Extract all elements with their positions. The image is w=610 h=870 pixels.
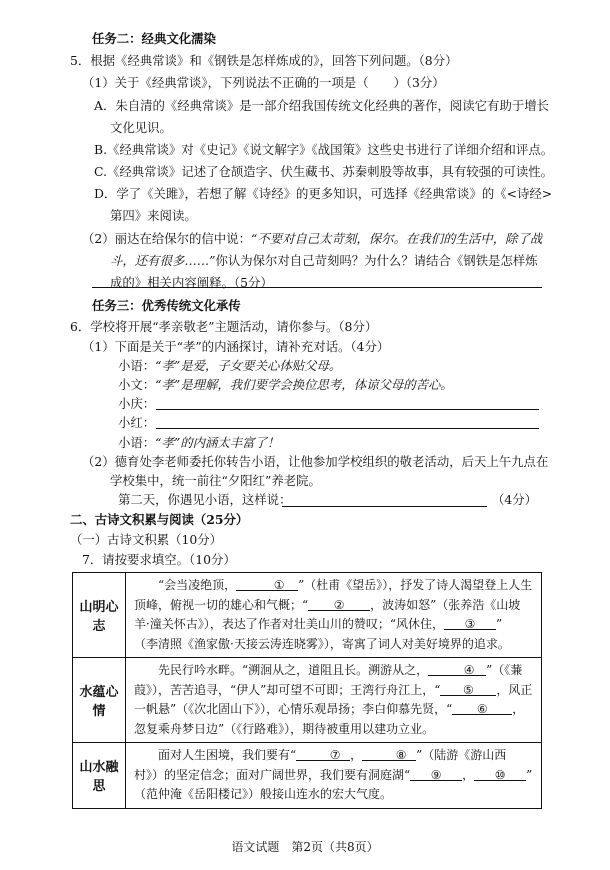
option-a-line1: A．朱自清的《经典常谈》是一部介绍我国传统文化经典的著作，阅读它有助于增长	[94, 98, 550, 113]
row-content-water: 先民行吟水畔。“溯洄从之，道阻且长。溯游从之， ④ ”（《蒹 葭》），苦苦追寻，“伊人”却可望不可即；王湾行舟江上，“ ⑤ ，风正 一帆悬”（《次北固山下》），心情乐观昂扬；李白仰慕先贤，“ ⑥ ， 忽复乘舟梦日边”（《行路难》），期待被重用以建功立业。	[126, 658, 542, 743]
task3-heading: 任务三：优秀传统文化承传	[92, 298, 241, 313]
q6-stem: 6．学校将开展“孝亲敬老”主题活动，请你参与。（8分）	[70, 319, 378, 334]
part2-subheading: （一）古诗文积累（10分）	[70, 532, 223, 547]
dialogue-xiaoqing: 小庆：	[118, 396, 156, 411]
row-content-mountain: “会当凌绝顶， ① ”（杜甫《望岳》），抒发了诗人渴望登上人生 顶峰，俯视一切的雄心和气概；“ ② ，波涛如怒”（张养浩《山坡 羊·潼关怀古》），表达了作者对壮美山川的赞叹；“风休住， ③ ” （李清照《渔家傲·天接云涛连晓雾》），寄寓了词人对美好境界的追求。	[126, 573, 542, 658]
option-d-line2: 第四》来阅读。	[110, 208, 197, 223]
table-row	[73, 743, 542, 809]
rida-quote: “不要对自己太苛刻，保尔。在我们的生活中，除了战	[250, 231, 543, 246]
fill-blank-9[interactable]: ⑨	[410, 766, 462, 781]
row-label-mountain: 山明心志	[73, 573, 126, 658]
q6-part2-line1: （2）德育处李老师委托你转告小语，让他参加学校组织的敬老活动，后天上午九点在	[82, 454, 549, 469]
poem-fill-table	[72, 572, 542, 809]
fill-blank-5[interactable]: ⑤	[440, 681, 496, 696]
dialogue-xiaoyu-2: 小语：“孝”的内涵太丰富了！	[118, 435, 280, 450]
q6-part2-score: （4分）	[492, 492, 538, 507]
fill-blank-10[interactable]: ⑩	[474, 766, 526, 781]
fill-blank-1[interactable]: ①	[236, 576, 298, 591]
table-row	[73, 573, 542, 658]
fill-blank-6[interactable]: ⑥	[452, 700, 512, 715]
q5-part1: （1）关于《经典常谈》，下列说法不正确的一项是（ ）（3分）	[82, 75, 445, 90]
option-b: B.《经典常谈》对《史记》《说文解字》《战国策》这些史书进行了详细介绍和评点。	[94, 142, 554, 157]
option-a-line2: 文化见识。	[110, 120, 172, 135]
q6-part2-line2: 学校集中，统一前往“夕阳红”养老院。	[110, 473, 321, 488]
row-label-water: 水蕴心情	[73, 658, 126, 743]
fill-blank-4[interactable]: ④	[428, 661, 486, 676]
q5-part2-line2: 斗，还有很多……”你认为保尔对自己苛刻吗？为什么？请结合《钢铁是怎样炼	[110, 253, 538, 268]
q5-stem: 5．根据《经典常谈》和《钢铁是怎样炼成的》，回答下列问题。（8分）	[70, 53, 458, 68]
fill-blank-3[interactable]: ③	[444, 615, 496, 630]
fill-blank-2[interactable]: ②	[308, 596, 370, 611]
row-label-landscape: 山水融思	[73, 743, 126, 809]
dialogue-xiaowen: 小文：“孝”是理解，我们要学会换位思考，体谅父母的苦心。	[118, 377, 453, 392]
part2-heading-visible: 二、古诗文积累与阅读（25分）	[70, 512, 249, 527]
table-row	[73, 658, 542, 743]
q6-part2-line3: 第二天，你遇见小语，这样说：	[118, 492, 292, 507]
row-content-landscape: 面对人生困境，我们要有“ ⑦ ， ⑧ ”（陆游《游山西 村》）的坚定信念；面对广阔世界，我们要有洞庭湖“ ⑨ ， ⑩ ” （范仲淹《岳阳楼记》）般接山连水的宏大气度。	[126, 743, 542, 809]
q5-part2-line1: （2）丽达在给保尔的信中说：“不要对自己太苛刻，保尔。在我们的生活中，除了战	[82, 231, 543, 246]
fill-blank-8[interactable]: ⑧	[362, 746, 416, 761]
q6-part1: （1）下面是关于“孝”的内涵探讨，请补充对话。（4分）	[82, 339, 390, 354]
q5-part2-line3: 成的》相关内容阐释。（5分）	[110, 275, 273, 290]
q7-stem: 7．请按要求填空。（10分）	[82, 552, 236, 567]
dialogue-xiaohong: 小红：	[118, 415, 156, 430]
page-footer: 语文试题 第2页（共8页）	[231, 840, 379, 854]
option-d-line1: D．学了《关雎》，若想了解《诗经》的更多知识，可选择《经典常谈》的《<诗经>	[94, 186, 553, 201]
dialogue-xiaoyu-1: 小语：“孝”是爱，子女要关心体贴父母。	[118, 358, 342, 373]
task2-heading: 任务二：经典文化濡染	[92, 31, 216, 46]
fill-blank-7[interactable]: ⑦	[296, 746, 350, 761]
option-c: C.《经典常谈》记述了仓颉造字、伏生藏书、苏秦刺股等故事，具有较强的可读性。	[94, 164, 554, 179]
